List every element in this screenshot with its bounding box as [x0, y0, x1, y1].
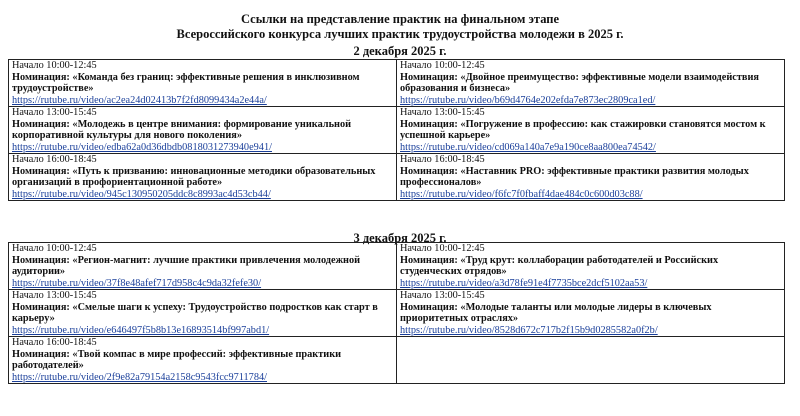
session-cell [9, 243, 397, 290]
session-video-link[interactable]: https://rutube.ru/video/b69d4764e202efda7e873ec2809ca1ed/ [400, 94, 656, 106]
session-nomination: Номинация: «Молодежь в центре внимания: формирование уникальной корпоративной культуры для нового поколения» [12, 118, 352, 141]
empty-cell [397, 337, 785, 384]
session-video-link[interactable]: https://rutube.ru/video/37f8e48afef717d958c4c9da32fefe30/ [12, 277, 262, 289]
session-video-link[interactable]: https://rutube.ru/video/e646497f5b8b13e16893514bf997abd1/ [12, 324, 270, 336]
session-video-link[interactable]: https://rutube.ru/video/ac2ea24d02413b7f2fd8099434a2e44a/ [12, 94, 267, 106]
date-heading-day-2: 3 декабря 2025 г. [353, 231, 447, 245]
session-nomination: Номинация: «Молодые таланты или молодые лидеры в ключевых приоритетных отраслях» [400, 301, 712, 324]
session-cell [9, 107, 397, 154]
session-cell [397, 290, 785, 337]
table-row [9, 60, 785, 107]
session-video-link[interactable]: https://rutube.ru/video/2f9e82a79154a2158c9543fcc9711784/ [12, 371, 267, 383]
session-time: Начало 13:00-15:45 [400, 107, 485, 118]
session-nomination: Номинация: «Погружение в профессию: как стажировки становятся мостом к успешной карьере» [400, 118, 766, 141]
table-row [9, 337, 785, 384]
session-video-link[interactable]: https://rutube.ru/video/cd069a140a7e9a190ce8aa800ea74542/ [400, 141, 656, 153]
session-cell [9, 337, 397, 384]
table-row [9, 154, 785, 201]
session-cell [9, 154, 397, 201]
session-nomination: Номинация: «Двойное преимущество: эффективные модели взаимодействия образования и бизнеса» [400, 71, 759, 94]
session-time: Начало 10:00-12:45 [400, 60, 485, 71]
session-nomination: Номинация: «Твой компас в мире профессий: эффективные практики работодателей» [12, 348, 342, 371]
session-video-link[interactable]: https://rutube.ru/video/8528d672c717b2f15b9d0285582a0f2b/ [400, 324, 658, 336]
table-row [9, 243, 785, 290]
table-row [9, 107, 785, 154]
session-time: Начало 13:00-15:45 [12, 290, 97, 301]
session-video-link[interactable]: https://rutube.ru/video/edba62a0d36dbdb0818031273940e941/ [12, 141, 272, 153]
date-heading-day-1: 2 декабря 2025 г. [353, 44, 447, 58]
session-cell [397, 243, 785, 290]
document-header [0, 12, 800, 42]
session-cell [397, 154, 785, 201]
session-cell [9, 60, 397, 107]
schedule-table-day-2 [8, 242, 785, 384]
session-nomination: Номинация: «Наставник PRO: эффективные практики развития молодых профессионалов» [400, 165, 749, 188]
session-video-link[interactable]: https://rutube.ru/video/a3d78fe91e4f7735bce2dcf5102aa53/ [400, 277, 648, 289]
session-cell [397, 60, 785, 107]
session-nomination: Номинация: «Труд крут: коллаборации работодателей и Российских студенческих отрядов» [400, 254, 719, 277]
session-time: Начало 16:00-18:45 [12, 154, 97, 165]
session-time: Начало 16:00-18:45 [12, 337, 97, 348]
document-title-line-2: Всероссийского конкурса лучших практик трудоустройства молодежи в 2025 г. [176, 27, 624, 41]
session-video-link[interactable]: https://rutube.ru/video/f6fc7f0fbaff4dae484c0c600d03c88/ [400, 188, 643, 200]
schedule-table-day-1 [8, 59, 785, 201]
session-time: Начало 16:00-18:45 [400, 154, 485, 165]
session-time: Начало 13:00-15:45 [12, 107, 97, 118]
session-time: Начало 13:00-15:45 [400, 290, 485, 301]
session-cell [397, 107, 785, 154]
session-nomination: Номинация: «Регион-магнит: лучшие практики привлечения молодежной аудитории» [12, 254, 361, 277]
session-time: Начало 10:00-12:45 [12, 60, 97, 71]
session-nomination: Номинация: «Путь к призванию: инновационные методики образовательных организаций в профориентационной работе» [12, 165, 376, 188]
session-nomination: Номинация: «Смелые шаги к успеху: Трудоустройство подростков как старт в карьеру» [12, 301, 378, 324]
document-title-line-1: Ссылки на представление практик на финальном этапе [240, 12, 560, 26]
table-row [9, 290, 785, 337]
session-nomination: Номинация: «Команда без границ: эффективные решения в инклюзивном трудоустройстве» [12, 71, 360, 94]
session-time: Начало 10:00-12:45 [12, 243, 97, 254]
session-video-link[interactable]: https://rutube.ru/video/945c130950205ddc8c8993ac4d53cb44/ [12, 188, 271, 200]
session-time: Начало 10:00-12:45 [400, 243, 485, 254]
session-cell [9, 290, 397, 337]
